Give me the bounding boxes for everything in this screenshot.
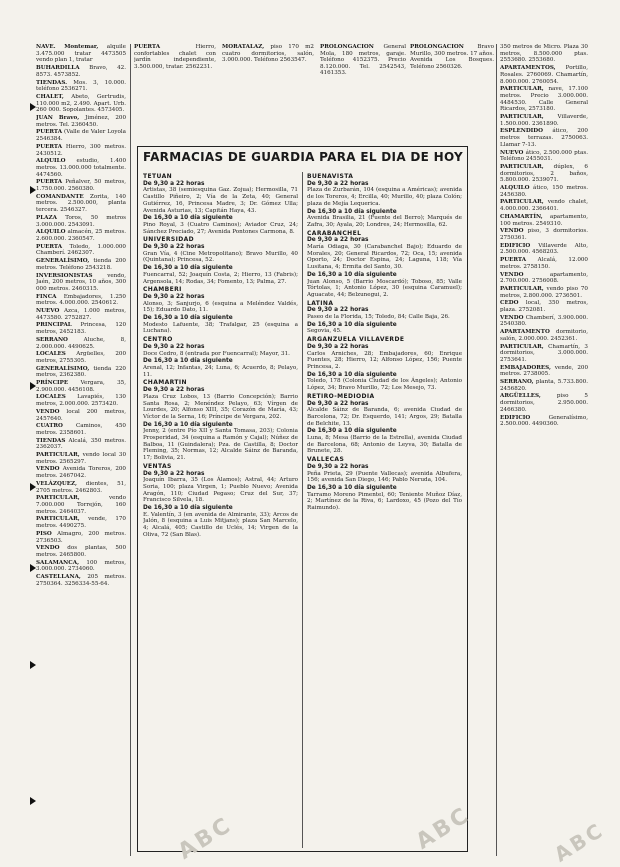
shift-hours: De 9,30 a 22 horas [307, 343, 369, 350]
pharmacy-list: Alcalde Sáinz de Baranda, 6; avenida Ciudad de Barcelona, 72; Dr. Esquerdo, 141; Argos, 29; Batalla de Belchite, 13. [307, 407, 462, 427]
ad-lead: INVERSIONISTAS [36, 272, 93, 279]
ad-lead: CASTELLANA, [36, 574, 81, 581]
classified-ad [500, 365, 588, 378]
top-ad-2: MORATALAZ, piso 170 m2 cuatro dormitorios, salón, 3.000.000. Teléfono 2563547. [222, 44, 314, 64]
ad-text: Vergara, 35, 2.900.000. 4456108. [36, 380, 126, 393]
bullet-marker [30, 797, 36, 805]
district-heading: CHAMARTIN [143, 379, 187, 387]
bullet-marker [30, 186, 36, 194]
pharmacy-list: Toledo, 178 (Colonia Ciudad de los Ángeles); Antonio López, 34; Bravo Murillo, 72; Los Mesejo, 73. [307, 378, 462, 392]
ad-text: Toros, 50 metros 3.000.000. 2543091. [36, 214, 126, 228]
classified-ad [500, 150, 588, 163]
pharmacy-list: Peña Prieta, 29 (Puente Vallecas); avenida Albufera, 156; avenida San Diego, 146; Pablo Neruda, 104. [307, 470, 462, 484]
classified-ad [500, 286, 588, 299]
ad-text: Toledo, 1.000.000 Chamberí. 2462307. [36, 243, 126, 257]
ad-text: Abeto, Gertrudis, 110.000 m2, 2.490. Apart. Urb. 260 000. Sopolantes. 4573405. [36, 93, 126, 114]
ad-lead: EMBAJADORES, [500, 364, 551, 371]
ad-text: dos plantas, 500 metros. 2465800. [36, 545, 126, 558]
shift-hours: De 9,30 a 22 horas [143, 180, 205, 187]
ad-lead: CEDO [500, 300, 519, 307]
shift-hours: De 16,30 a 10 día siguiente [307, 371, 397, 378]
shift-hours: De 9,30 a 22 horas [307, 307, 369, 314]
shift-hours: De 16,30 a 10 día siguiente [143, 421, 233, 428]
ad-lead: ARGÜELLES, [500, 393, 541, 400]
classified-ad [500, 214, 588, 227]
ad-text: alquile 3.475.000 tratar 4473505 vendo plan 1, tratar [36, 44, 126, 64]
top-ad-4: PROLONGACIÓN Bravo Murillo, 300 metros. 17 años. Avenida Los Bosques. Teléfono 2560326. [410, 44, 494, 70]
watermark-logo: ABC [411, 802, 476, 855]
shift-hours: De 16,30 a 10 día siguiente [143, 265, 233, 272]
ad-text: tienda 220 metros, 2362380. [36, 365, 126, 379]
ad-lead: VENDO [36, 466, 60, 473]
classified-ad [500, 114, 588, 127]
ad-text: Peñalver, 50 metros, 1.750.000. 2560380. [36, 179, 126, 193]
classified-ad [36, 574, 126, 587]
ad-lead: EDIFICIO [500, 242, 531, 249]
shift-hours: De 9,30 a 22 horas [143, 293, 205, 300]
ad-lead: PRÍNCIPE [36, 380, 69, 387]
classified-ad [36, 158, 126, 178]
classified-ad [36, 215, 126, 228]
ad-lead: SERRANO, [500, 379, 534, 386]
ad-lead: VENDO [36, 408, 60, 415]
ad-lead: NUEVO [500, 149, 524, 156]
ad-text: Villaverde, 1.500.000. 2361890. [500, 114, 588, 127]
ad-lead: TIENDAS [36, 437, 66, 444]
classified-ad [500, 164, 588, 184]
classified-ad [500, 415, 588, 428]
pharmacy-list: Carlos Arniches, 28; Embajadores, 60; Enrique Fuentes, 28; Hierro, 12; Alfonso López, 156; Puente Princesa, 2. [307, 350, 462, 370]
ad-text: Portillo, Rosales. 2760069. Chamartín, 8.000.000. 2760054. [500, 65, 588, 85]
pharmacy-column-left [143, 172, 298, 848]
page-title: FARMACIAS DE GUARDIA PARA EL DIA DE HOY [142, 150, 464, 164]
ad-text: dúplex, 6 dormitorios, 2 baños, 5.800.000. 2539071. [500, 163, 588, 184]
ad-text: Villaverde Alto, 2.500.000. 4568203. [500, 242, 588, 256]
pharmacy-list: Tarramo Moreno Pimentel, 60; Teniente Muñoz Díaz, 2; Martínez de la Riva, 6; Lardoxo, 45 (Pozo del Tío Raimundo). [307, 491, 462, 512]
ad-lead: PARTICULAR, [500, 285, 544, 292]
ad-lead: PARTICULAR, [500, 343, 544, 350]
ad-lead: VELÁZQUEZ, [36, 480, 77, 487]
classified-ad [500, 379, 588, 392]
bullet-marker [30, 483, 36, 491]
classified-ad [500, 128, 588, 148]
ad-lead: PARTICULAR, [36, 495, 80, 502]
pharmacy-list: Segovia, 45. [307, 328, 342, 335]
ad-lead: VENDO [500, 228, 524, 235]
classified-ad [500, 393, 588, 413]
district-heading: LATINA [307, 299, 334, 307]
classified-ad [36, 452, 126, 465]
classified-ad [36, 380, 126, 393]
bullet-marker [30, 661, 36, 669]
ad-text: vendo local 30 metros. 2565297. [36, 452, 126, 465]
classified-ad [36, 94, 126, 114]
classified-ad [36, 366, 126, 379]
ad-text: (Valle de Valer Loyola 2546384. [36, 129, 126, 143]
ad-lead: PUERTA [36, 129, 63, 136]
ad-lead: CUATRO [36, 423, 63, 430]
pharmacy-list: E. Valentín, 3 (en avenida de Almirante, 33); Arcos de Jalón, 8 (esquina a Luis Mitjans); plaza San Marcelo, 4; Alcalá, 405; Castillo de Uclés, 14; Virgen de la Oliva, 72 (San Blas). [143, 511, 298, 538]
shift-hours: De 16,30 a 10 día siguiente [143, 215, 233, 222]
ad-text: planta, 5.733.800. 2456820. [500, 379, 588, 392]
ad-lead: PARTICULAR, [500, 86, 544, 93]
classified-ad [500, 65, 588, 85]
ad-lead: ALQUILO [36, 158, 66, 165]
ad-text: vende, 170 metros. 4490275. [36, 516, 126, 530]
classified-ad [36, 560, 126, 573]
pharmacy-list: Plaza de Zurbarán, 104 (esquina a Américas); avenida de los Toreros, 4; Ercilla, 40; Murillo, 40; plaza Colón; plaza de Mejía Lequerica. [307, 187, 462, 207]
ad-lead: ALQUILO [36, 229, 66, 236]
ad-text: ático, 200 metros terrazas. 2750063. Llamar 7-13. [500, 128, 588, 148]
classified-ad [36, 244, 126, 257]
shift-hours: De 9,30 a 22 horas [143, 244, 205, 251]
ad-lead: PARTICULAR, [36, 452, 80, 459]
ad-text: Mos. 3, 10.000. teléfono 2536271. [36, 79, 126, 93]
column-divider [130, 44, 131, 856]
pharmacy-list: Avenida Brasilia, 21 (Fuente del Berro); Marqués de Zafra, 30; Ayala, 20; Londres, 24; Hermosilla, 62. [307, 215, 462, 228]
classified-ad [500, 86, 588, 113]
ad-lead: PUERTA [36, 179, 63, 186]
classified-ad [500, 257, 588, 270]
ad-text: ático, 150 metros. 2456380. [500, 185, 588, 198]
ad-text: local, 350 metros, plaza. 2752081. [500, 300, 588, 314]
shift-hours: De 9,30 a 22 horas [307, 237, 369, 244]
ad-lead: TIENDAS. [36, 79, 68, 86]
classified-ad [36, 531, 126, 544]
classified-ad [500, 344, 588, 364]
district-heading: CENTRO [143, 336, 173, 344]
ad-text: Hierro, 300 metros. 2430512. [36, 143, 126, 157]
district-heading: VALLECAS [307, 456, 345, 464]
pharmacy-list: Paseo de la Florida, 15; Toledo, 84; Calle Baja, 26. [307, 314, 450, 321]
district-heading: UNIVERSIDAD [143, 236, 195, 244]
pharmacy-list: Artistas, 38 (semiesquina Gaz. Zojua); Hermosilla, 71 Castillo Piñeiro, 2; Vía de la Zeta, 40; General Gutiérrez, 16, Princesa Madre, 3; Dr. Gómez Ulla; Avenida Asturias, 13; Capitán Haya, 43. [143, 187, 298, 214]
ad-text: Princesa, 120 metros, 2452183. [36, 322, 126, 336]
bullet-marker [30, 382, 36, 390]
ad-lead: PLAZA [36, 214, 57, 221]
pharmacy-list: Alonso, 3; Sanjurjo, 6 (esquina a Meléndez Valdés, 15); Eduardo Dato, 11. [143, 300, 298, 314]
ad-lead: PUERTA [36, 243, 63, 250]
shift-hours: De 9,30 a 22 horas [307, 180, 369, 187]
ad-text: piso, 3 dormitorios. 2750361. [500, 228, 588, 241]
ad-text: piso 5 dormitorios, 2.950.000. 2466380. [500, 393, 588, 413]
ad-lead: BUHARDILLA [36, 65, 80, 72]
classified-ad [36, 194, 126, 214]
pharmacy-list: Pino Royal, 3 (Cuatro Caminos); Aviador Cruz, 24; Sánchez Preciado, 27; Avenida Pontones Carmona, 8. [143, 221, 298, 235]
watermark-logo: ABC [549, 817, 609, 867]
ad-lead: VENDO [36, 545, 60, 552]
ad-text: vendo piso 70 metros, 2.800.000. 2736501. [500, 285, 588, 299]
classified-ad [36, 115, 126, 128]
ad-text: estudio, 1.400 metros. 13.000.000 totalmente. 4474560. [36, 158, 126, 178]
pharmacy-list: Plaza Cruz Lobos, 13 (Barrio Concepción); Barrio Santa Rosa, 2; Menéndez Pelayo, 63; Vírgen de Lourdes, 20; Alfonso XIII, 35; Corazón de María, 43; Víctor de la Serna, 16; Príncipe de Vergara, 202. [143, 393, 298, 420]
ad-text: apartamento, 2.700.000. 2756008. [500, 271, 588, 285]
ad-text: vendo, Jaén, 200 metros, 10 años, 300 000 metros. 2460315. [36, 272, 126, 292]
column-divider [496, 44, 497, 856]
shift-hours: De 16,30 a 10 día siguiente [307, 484, 397, 491]
shift-hours: De 16,30 a 10 día siguiente [307, 271, 397, 278]
classified-ad [36, 44, 126, 64]
ad-text: Zorita, 140 metros. 2.500.000, planta tercera. 2546327. [36, 193, 126, 214]
classifieds-left-column [36, 44, 126, 856]
classified-ad [36, 438, 126, 451]
ad-lead: SALAMANCA, [36, 559, 80, 566]
ad-text: Chamberí, 3.900.000. 2540380. [500, 314, 588, 328]
classified-ad [36, 409, 126, 422]
classified-ad [36, 481, 126, 494]
ad-text: Almagro, 200 metros. 2736503. [36, 530, 126, 544]
ad-text: Alcalá, 12.000 metros. 2758150. [500, 257, 588, 270]
shift-hours: De 16,30 a 10 día siguiente [307, 208, 397, 215]
ad-lead: PRINCIPAL [36, 322, 72, 329]
classified-ad [36, 179, 126, 192]
ad-text: apartamento, 100 metros. 2549310. [500, 213, 588, 227]
ad-text: Argüelles, 200 metros, 2755305. [36, 351, 126, 364]
top-ad-1: PUERTA Hierro, confortables chalet con jardín independiente, 3.500.000, tratar. 2562231. [134, 44, 216, 70]
classified-ad [36, 495, 126, 515]
shift-hours: De 16,30 a 10 día siguiente [143, 505, 233, 512]
ad-text: Generalísimo, 2.500.000. 4490360. [500, 414, 588, 428]
district-heading: TETUAN [143, 173, 173, 180]
ad-lead: CHALET, [36, 93, 64, 100]
classified-ad [36, 337, 126, 350]
top-ad-3: PROLONGACIÓN General Mola, 180 metros, garaje. Teléfono 4152375. Precio 8.120.000. Tel. 2542543, 4161353. [320, 44, 406, 77]
ad-lead: SERRANO [36, 336, 68, 343]
district-heading: RETIRO-MEDIODIA [307, 392, 375, 400]
shift-hours: De 9,30 a 22 horas [143, 470, 205, 477]
ad-text: Aluche, 8, 2.000.000. 4490625. [36, 336, 126, 350]
ad-lead: VENDO [500, 314, 524, 321]
ad-text: Alcalá, 350 metros. 2362037. [36, 437, 126, 451]
pharmacy-list: Doce Cedro, 8 (entrada por Fuencarral); Mayor, 31. [143, 350, 290, 357]
classified-ad [36, 466, 126, 479]
district-heading: CHAMBERI [143, 286, 182, 294]
pharmacy-column-right [307, 172, 462, 848]
ad-text: 100 metros, 3.000.000. 2734060. [36, 559, 126, 573]
ad-lead: JUAN Bravo, [36, 115, 80, 122]
shift-hours: De 9,30 a 22 horas [307, 400, 369, 407]
classified-ad [36, 229, 126, 242]
ad-lead: LOCALES [36, 351, 66, 358]
pharmacy-list: Luna, 8; Mesa (Barrio de la Estrella), avenida Ciudad de Barcelona, 68; Antonio de Leyva, 30; Batalla de Brunete, 28. [307, 435, 462, 455]
shift-hours: De 16,30 a 10 día siguiente [307, 321, 397, 328]
classified-ad [36, 545, 126, 558]
classified-ad [36, 129, 126, 142]
ad-text: tienda 200 metros. Teléfono 2543218. [36, 258, 126, 271]
ad-lead: PARTICULAR, [500, 199, 544, 206]
classified-ad [36, 516, 126, 529]
watermark-logo: ABC [173, 812, 238, 865]
ad-text: nave, 17.100 metros. Precio 3.000.000. 4484530. Calle General Ricardos, 2573180. [500, 86, 588, 113]
ad-lead: ESPLENDIDO [500, 128, 544, 135]
classified-ad [36, 351, 126, 364]
ad-lead: CHAMARTÍN, [500, 213, 543, 220]
ad-text: local 200 metros, 2457640. [36, 408, 126, 422]
pharmacy-divider [302, 172, 303, 848]
classified-ad [36, 294, 126, 307]
ad-lead: PARTICULAR, [500, 114, 544, 121]
ad-lead: NAVE. Montemar, [36, 44, 99, 50]
pharmacy-list: Gran Vía, 4 (Cine Metropolitano); Bravo Murillo, 40 (Quintana); Princesa, 52. [143, 250, 298, 264]
ad-text: Jiménez, 200 metros. Tel. 2360450. [36, 115, 126, 128]
shift-hours: De 9,30 a 22 horas [143, 387, 205, 394]
ad-lead: PUERTA [500, 257, 527, 264]
classified-ad [500, 228, 588, 241]
ad-text: 205 metros. 2750364. 3256334-55-64. [36, 574, 126, 587]
ad-lead: PUERTA [36, 143, 63, 150]
ad-lead: GENERALÍSIMO, [36, 258, 90, 265]
ad-lead: FINCA [36, 293, 57, 300]
classified-ad [36, 308, 126, 321]
ad-lead: COMANDANTE [36, 193, 84, 200]
pharmacy-list: Juan Alonso, 5 (Barrio Moscardó); Toboso, 85; Valle Tórtolas, 1; Antonio López, 30 (esquina Caramuel); Aguacate, 44; Belzunegui, 2. [307, 278, 462, 298]
ad-text: vendo chalet, 4.000.000. 2366401. [500, 199, 588, 213]
ad-lead: VENDO [500, 271, 524, 278]
shift-hours: De 9,30 a 22 horas [307, 463, 369, 470]
classified-ad [36, 65, 126, 78]
pharmacy-list: Joaquín Ibarra, 35 (Los Álamos); Astral, 44; Arturo Soria, 100; plaza Virgen, 1; Pueblo Nuevo; Avenida Aragón, 110; Ciudad Pegaso; Cruz del Sur, 37; Francisco Silvela, 18. [143, 477, 298, 504]
pharmacy-list: Fuencarral, 52; Joaquín Costa, 2; Hierro, 13 (Fabris); Argensola, 14; Rodas, 34; Fomento, 13; Palma, 27. [143, 271, 298, 285]
ad-text: Embajadores, 1.250 metros. 4.000.000. 2540612. [36, 293, 126, 307]
ad-text: almacén, 25 metros. 2.600.000. 2360547. [36, 229, 126, 242]
ad-text: vendo 7.000.000 Torrejón, 160 metros. 2464037. [36, 495, 126, 515]
ad-lead: PARTICULAR, [36, 516, 80, 523]
classified-ad [36, 273, 126, 293]
classified-ad [36, 394, 126, 407]
ad-lead: APARTAMENTO [500, 329, 550, 336]
ad-text: Bravo, 42. 8573. 4573852. [36, 65, 126, 78]
ad-text: dormitorio, salón, 2.000.000. 2452361. [500, 329, 588, 342]
shift-hours: De 16,30 a 10 día siguiente [143, 358, 233, 365]
classified-ad [500, 199, 588, 212]
pharmacy-list: Arenal, 12; Infantas, 24; Luna, 6; Acuerdo, 8; Pelayo, 11. [143, 364, 298, 378]
classified-ad [500, 300, 588, 313]
classified-ad [36, 322, 126, 335]
ad-lead: APARTAMENTOS, [500, 65, 556, 72]
classified-ad [500, 329, 588, 342]
classified-ad [36, 258, 126, 271]
bullet-marker [30, 103, 36, 111]
shift-hours: De 9,30 a 22 horas [143, 343, 205, 350]
district-heading: CARABANCHEL [307, 229, 362, 237]
ad-lead: PISO [36, 530, 52, 537]
ad-lead: ALQUILO [500, 185, 530, 192]
ad-text: vende, 200 metros. 2738005. [500, 364, 588, 378]
classified-ad [500, 44, 588, 64]
ad-lead: PARTICULAR, [500, 163, 544, 170]
bullet-marker [30, 564, 36, 572]
ad-text: Azca, 1.000 metros, 4473580. 2752827. [36, 308, 126, 321]
district-heading: VENTAS [143, 462, 172, 470]
shift-hours: De 16,30 a 10 día siguiente [143, 315, 233, 322]
ad-lead: NUEVO [36, 308, 60, 315]
classified-ad [36, 423, 126, 436]
ad-lead: LOCALES [36, 394, 66, 401]
classified-ad [500, 272, 588, 285]
classified-ad [500, 185, 588, 198]
ad-text: Caminos, 450 metros. 2358601. [36, 423, 126, 436]
district-heading: BUENAVISTA [307, 173, 354, 180]
classified-ad [36, 144, 126, 157]
ad-text: dientes, 51, 2705 metros. 2462803. [36, 480, 126, 494]
classifieds-right-column [500, 44, 588, 856]
ad-text: Lavapiés, 130 metros, 2.000.000. 2573420. [36, 394, 126, 408]
pharmacy-list: María Odiaga, 30 (Carabanchel Bajo); Eduardo de Morales, 20; General Ricardos, 72; Oca, 15; avenida Oporto, 24; Doctor Espina, 24; Laguna, 118; Vía Lusitana, 4; Ermita del Santo, 30. [307, 244, 462, 271]
pharmacy-list: Modesto Lafuente, 38; Trafalgar, 25 (esquina a Luchana). [143, 321, 298, 335]
classified-ad [500, 315, 588, 328]
district-heading: ARGANZUELA VILLAVERDE [307, 336, 405, 344]
ad-lead: GENERALÍSIMO, [36, 365, 90, 372]
ad-text: Avenida Toreros, 200 metros. 2467042. [36, 466, 126, 480]
ad-text: ático, 2.500.000 ptas. Teléfono 2455031. [500, 149, 588, 163]
ad-text: 350 metros de Micro. Plaza 30 metros, 8.500.000 ptas. 2553680. 2553680. [500, 44, 588, 64]
pharmacy-list: Jenny, 2 (entre Pío XII y Santa Tomasa, 203); Colonia Prosperidad, 34 (esquina a Ramón y Cajal); Núñez de Balboa, 11 (Guindalera); Pza. de Castilla, 8; Doctor Fleming, 35; Normas, 12; Alcalde Sáinz de Baranda, 17; Bolivia, 21. [143, 428, 298, 462]
ad-text: Chamartín, 3 dormitorios, 3.000.000. 2753641. [500, 343, 588, 363]
classified-ad [36, 80, 126, 93]
classified-ad [500, 243, 588, 256]
ad-lead: EDIFICIO [500, 414, 531, 421]
shift-hours: De 16,30 a 10 día siguiente [307, 428, 397, 435]
